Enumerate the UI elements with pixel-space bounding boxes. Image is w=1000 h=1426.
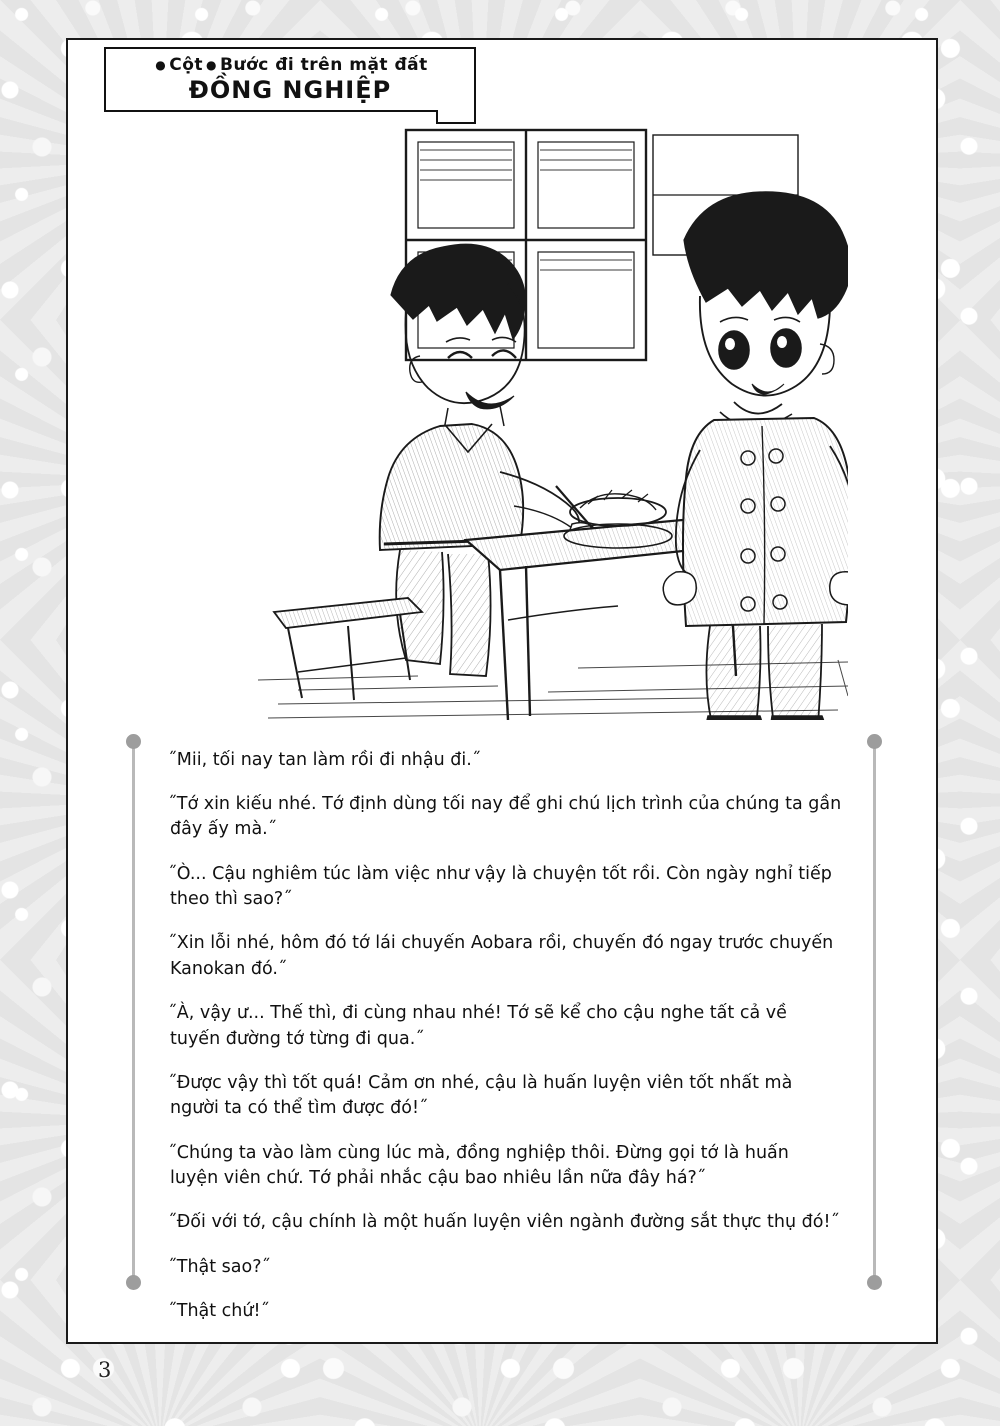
corner-dot-bottom-left	[126, 1275, 141, 1290]
dialogue-line: ˝Mii, tối nay tan làm rồi đi nhậu đi.˝	[168, 749, 481, 770]
title-kicker	[106, 55, 474, 75]
dialogue-line: ˝Đối với tớ, cậu chính là một huấn luyện viên ngành đường sắt thực thụ đó!˝	[168, 1212, 840, 1233]
page-title: ĐỒNG NGHIỆP	[188, 76, 392, 104]
title-box	[104, 47, 476, 112]
title-kicker-word: Cột	[169, 55, 204, 75]
dialogue-line: ˝Ò... Cậu nghiêm túc làm việc như vậy là chuyện tốt rồi. Còn ngày nghỉ tiếp theo thì sao?˝	[168, 863, 832, 909]
dialogue-frame	[126, 722, 882, 1322]
illustration	[148, 120, 848, 720]
bullet-icon-mid: ●	[206, 58, 218, 72]
page-number: 3	[98, 1358, 112, 1382]
dialogue-line: ˝Được vậy thì tốt quá! Cảm ơn nhé, cậu là huấn luyện viên tốt nhất mà người ta có thể tìm được đó!˝	[168, 1072, 793, 1119]
corner-dot-bottom-right	[867, 1275, 882, 1290]
dialogue-line: ˝Chúng ta vào làm cùng lúc mà, đồng nghiệp thôi. Đừng gọi tớ là huấn luyện viên chứ. Tớ phải nhắc cậu bao nhiêu lần nữa đây há?˝	[168, 1142, 789, 1188]
bullet-icon-left: ●	[155, 58, 167, 72]
dialogue-line: ˝Thật sao?˝	[168, 1256, 271, 1277]
dialogue-line: ˝Xin lỗi nhé, hôm đó tớ lái chuyến Aobara rồi, chuyến đó ngay trước chuyến Kanokan đó.˝	[168, 933, 834, 979]
corner-dot-top-right	[867, 734, 882, 749]
title-kicker-rest: Bước đi trên mặt đất	[220, 55, 428, 75]
corner-dot-top-left	[126, 734, 141, 749]
dialogue-line: ˝À, vậy ư... Thế thì, đi cùng nhau nhé! Tớ sẽ kể cho cậu nghe tất cả về tuyến đường tớ từng đi qua.˝	[168, 1003, 787, 1049]
dialogue-list	[170, 730, 842, 1344]
frame-right-rule	[873, 740, 876, 1284]
manga-page-sheet	[66, 38, 938, 1344]
illustration-artwork	[148, 120, 848, 720]
dialogue-line: ˝Tớ xin kiếu nhé. Tớ định dùng tối nay để ghi chú lịch trình của chúng ta gần đây ấy mà.˝	[168, 793, 842, 840]
frame-left-rule	[132, 740, 135, 1284]
dialogue-line: ˝Thật chứ!˝	[168, 1301, 270, 1322]
